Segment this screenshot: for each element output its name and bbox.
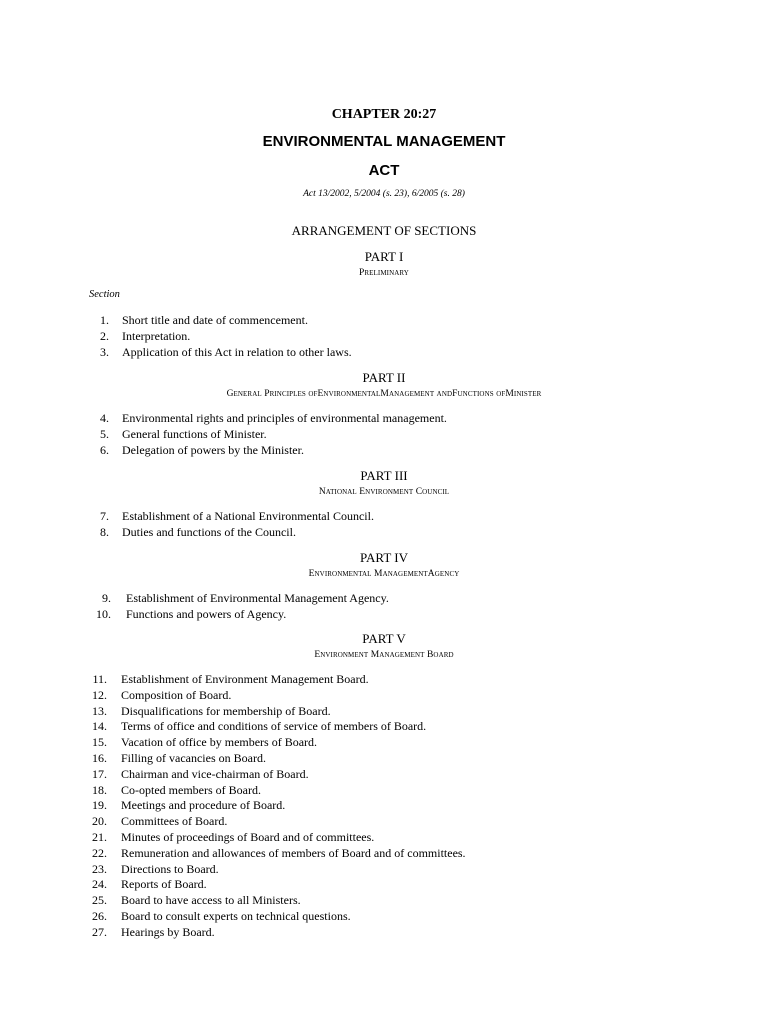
section-number: 11. bbox=[92, 672, 107, 686]
part-subtitle: National Environment Council bbox=[318, 487, 450, 497]
section-title: Establishment of Environmental Management Agency. bbox=[126, 591, 389, 605]
section-number: 5. bbox=[100, 426, 109, 441]
part-subtitle: Environmental ManagementAgency bbox=[308, 569, 460, 579]
section-number: 24. bbox=[92, 877, 107, 892]
section-title: Co-opted members of Board. bbox=[121, 782, 261, 797]
section-number: 1. bbox=[100, 313, 109, 327]
section-title: Terms of office and conditions of service of members of Board. bbox=[121, 719, 427, 734]
section-number: 4. bbox=[100, 411, 109, 425]
section-title: Meetings and procedure of Board. bbox=[121, 798, 286, 813]
section-title: Chairman and vice-chairman of Board. bbox=[121, 766, 309, 781]
part-heading: PART III bbox=[360, 468, 408, 483]
section-title: Minutes of proceedings of Board and of committees. bbox=[121, 830, 375, 844]
section-number: 14. bbox=[92, 719, 107, 734]
part-subtitle: Preliminary bbox=[359, 268, 409, 278]
section-title: Delegation of powers by the Minister. bbox=[122, 442, 304, 457]
section-number: 15. bbox=[92, 735, 107, 750]
section-title: Disqualifications for membership of Board. bbox=[121, 703, 331, 718]
part-heading: PART II bbox=[362, 370, 406, 385]
section-number: 6. bbox=[100, 442, 109, 457]
act-title: ENVIRONMENTAL MANAGEMENT bbox=[262, 133, 506, 150]
section-number: 21. bbox=[92, 830, 107, 844]
section-title: Directions to Board. bbox=[121, 861, 219, 876]
section-title: Duties and functions of the Council. bbox=[122, 524, 296, 539]
part-heading: PART V bbox=[362, 631, 406, 646]
section-number: 7. bbox=[100, 509, 109, 523]
section-title: Environmental rights and principles of environmental management. bbox=[122, 411, 447, 425]
section-number: 10. bbox=[96, 606, 111, 621]
section-label: Section bbox=[89, 289, 120, 300]
section-title: Board to consult experts on technical questions. bbox=[121, 909, 351, 923]
act-title-word: ACT bbox=[368, 162, 400, 179]
section-title: Establishment of Environment Management Board. bbox=[121, 672, 369, 686]
section-number: 3. bbox=[100, 344, 109, 359]
part-subtitle: General Principles ofEnvironmentalManagement andFunctions ofMinister bbox=[226, 389, 542, 399]
section-number: 9. bbox=[102, 591, 111, 605]
section-number: 18. bbox=[92, 782, 107, 797]
section-number: 25. bbox=[92, 893, 107, 908]
section-title: Hearings by Board. bbox=[121, 924, 215, 939]
section-number: 26. bbox=[92, 909, 107, 923]
section-number: 12. bbox=[92, 687, 107, 702]
act-references: Act 13/2002, 5/2004 (s. 23), 6/2005 (s. 28) bbox=[303, 189, 465, 199]
section-title: Board to have access to all Ministers. bbox=[121, 893, 301, 908]
section-number: 13. bbox=[92, 703, 107, 718]
section-number: 22. bbox=[92, 845, 107, 860]
section-number: 17. bbox=[92, 766, 107, 781]
section-title: Establishment of a National Environmental Council. bbox=[122, 509, 374, 523]
section-title: General functions of Minister. bbox=[122, 426, 267, 441]
section-number: 2. bbox=[100, 328, 109, 343]
section-number: 16. bbox=[92, 751, 107, 765]
section-title: Vacation of office by members of Board. bbox=[121, 735, 318, 750]
arrangement-heading: ARRANGEMENT OF SECTIONS bbox=[291, 223, 477, 238]
part-heading: PART I bbox=[364, 249, 404, 264]
section-title: Short title and date of commencement. bbox=[122, 313, 308, 327]
section-title: Committees of Board. bbox=[121, 814, 228, 829]
section-number: 19. bbox=[92, 798, 107, 813]
section-number: 23. bbox=[92, 861, 107, 876]
section-title: Remuneration and allowances of members of Board and of committees. bbox=[121, 845, 466, 860]
section-title: Composition of Board. bbox=[121, 687, 232, 702]
section-title: Functions and powers of Agency. bbox=[126, 606, 287, 621]
chapter-number: CHAPTER 20:27 bbox=[331, 107, 437, 122]
part-subtitle: Environment Management Board bbox=[314, 650, 454, 660]
part-heading: PART IV bbox=[360, 550, 408, 565]
section-title: Filling of vacancies on Board. bbox=[121, 751, 266, 765]
section-number: 27. bbox=[92, 924, 107, 939]
section-title: Reports of Board. bbox=[121, 877, 207, 892]
section-title: Application of this Act in relation to other laws. bbox=[122, 344, 352, 359]
section-number: 20. bbox=[92, 814, 107, 829]
section-number: 8. bbox=[100, 524, 109, 539]
section-title: Interpretation. bbox=[122, 328, 191, 343]
